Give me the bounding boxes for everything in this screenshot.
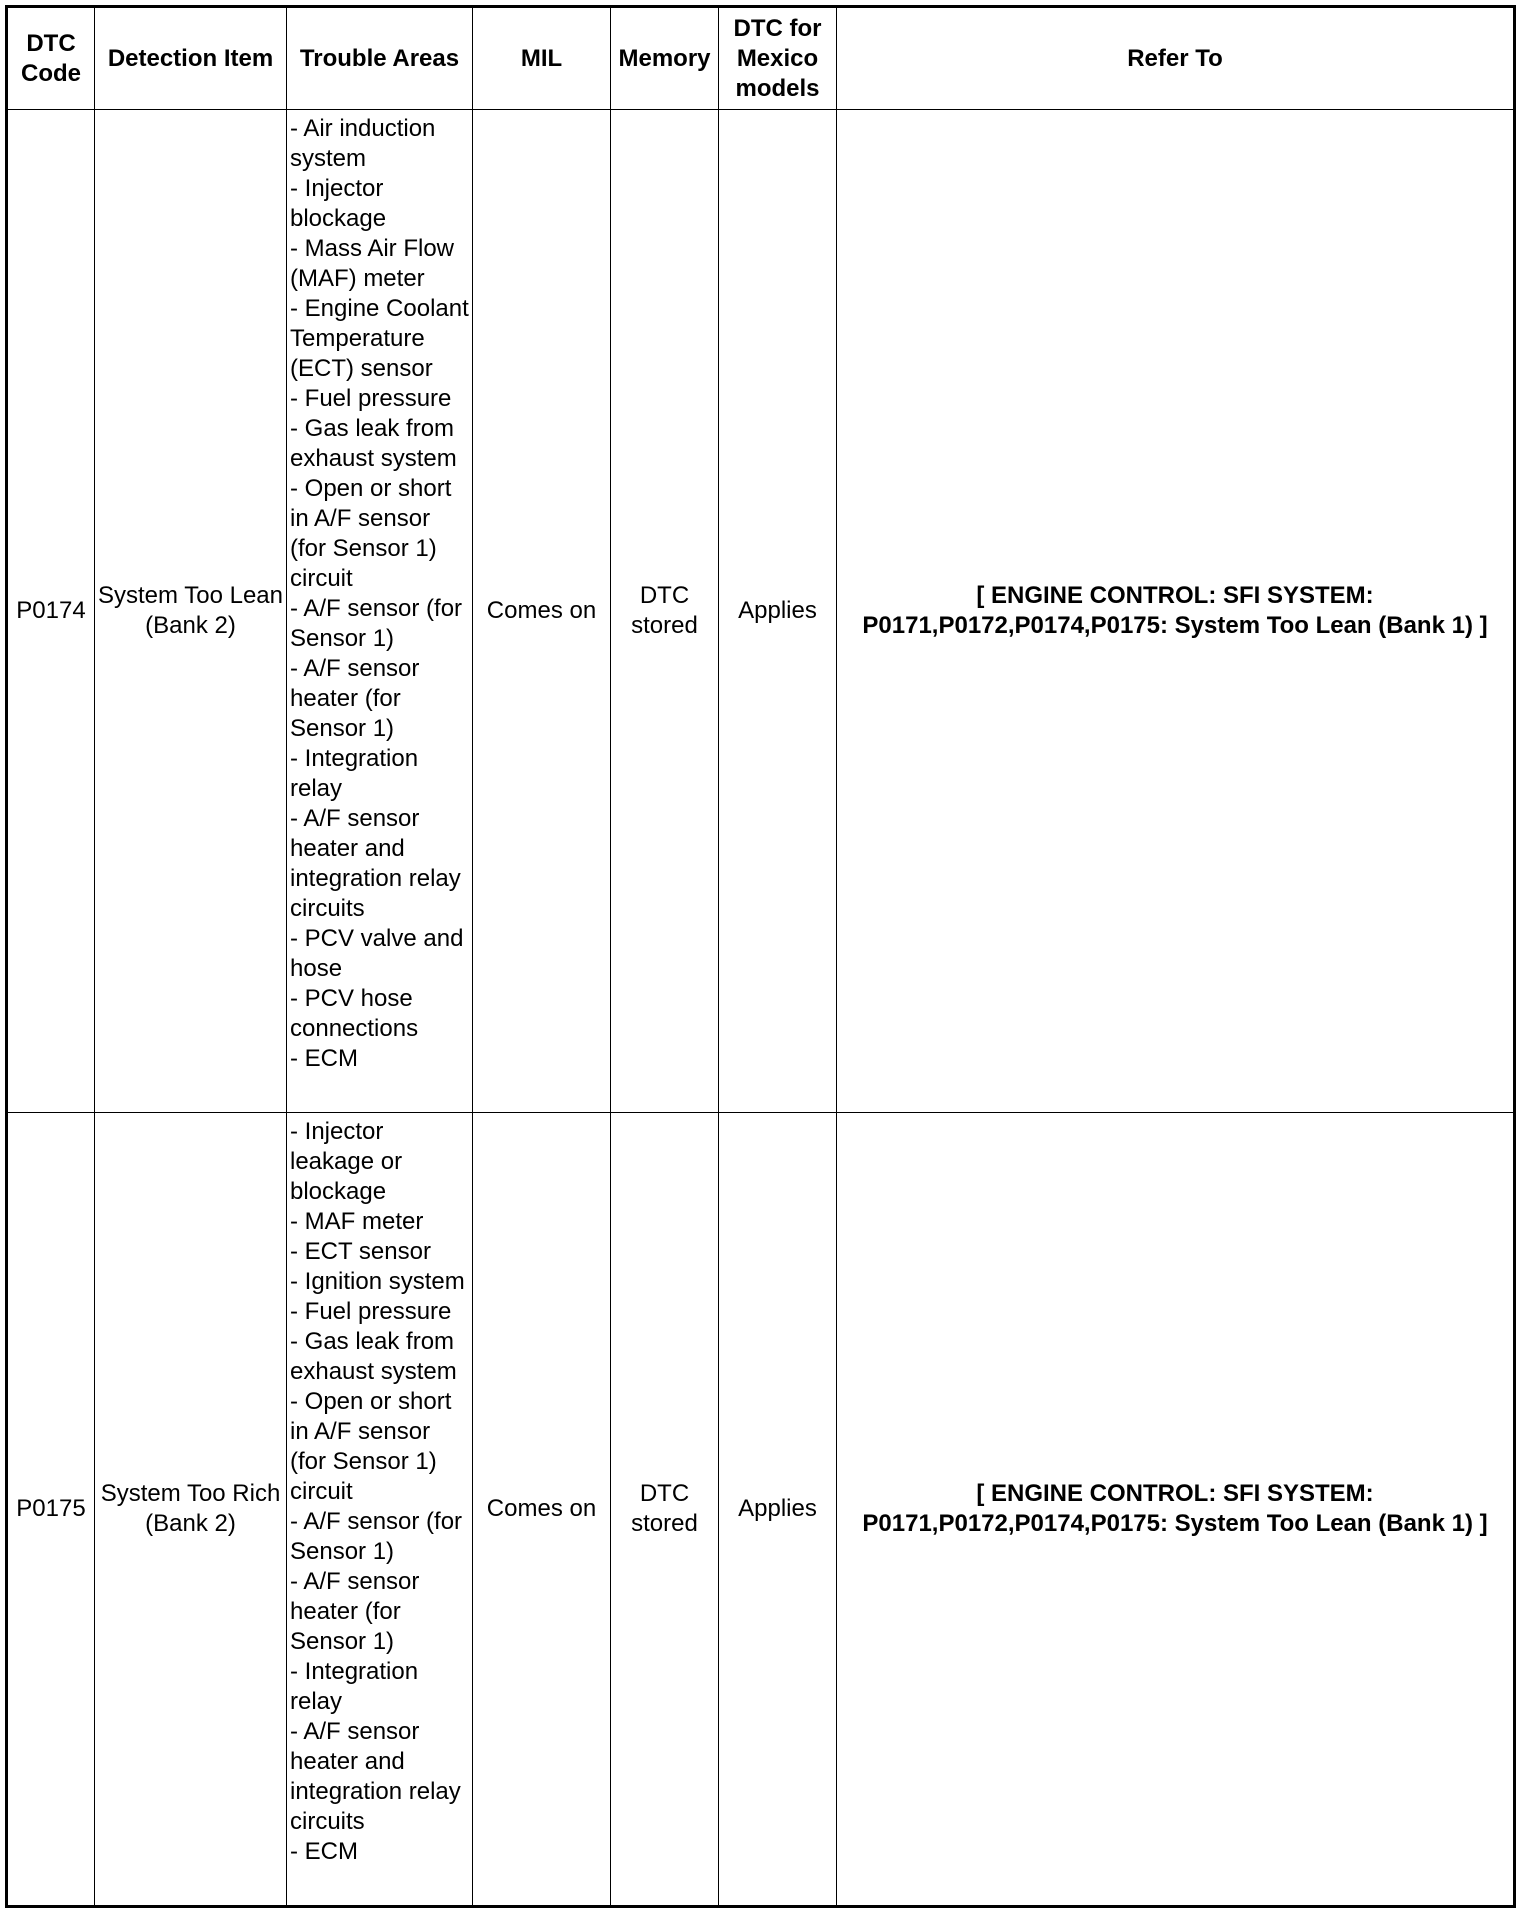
trouble-area-item: - ECM [290, 1838, 358, 1865]
header-mil: MIL [473, 7, 611, 110]
header-detection-item: Detection Item [95, 7, 287, 110]
refer-to-link[interactable]: [ ENGINE CONTROL: SFI SYSTEM: P0171,P0172,P0174,P0175: System Too Lean (Bank 1) ] [837, 110, 1515, 1113]
trouble-area-item: - Injector blockage [290, 175, 387, 232]
header-dtc-code: DTC Code [7, 7, 95, 110]
trouble-area-item: - Gas leak from exhaust system [290, 1328, 457, 1385]
trouble-area-item: - MAF meter [290, 1208, 424, 1235]
dtc-table [5, 5, 1516, 1908]
memory-cell: DTC stored [611, 110, 719, 1113]
dtc-mexico-cell: Applies [719, 1113, 837, 1907]
detection-item-cell: System Too Rich (Bank 2) [95, 1113, 287, 1907]
trouble-area-item: - Open or short in A/F sensor (for Sensor 1) circuit [290, 475, 452, 592]
dtc-code-cell: P0175 [7, 1113, 95, 1907]
trouble-area-item: - Fuel pressure [290, 385, 452, 412]
trouble-area-item: - A/F sensor (for Sensor 1) [290, 595, 463, 652]
table-row [7, 110, 1515, 1113]
refer-to-link[interactable]: [ ENGINE CONTROL: SFI SYSTEM: P0171,P0172,P0174,P0175: System Too Lean (Bank 1) ] [837, 1113, 1515, 1907]
header-row [7, 7, 1515, 110]
trouble-area-item: - Integration relay [290, 1658, 419, 1715]
table-row [7, 1113, 1515, 1907]
trouble-area-item: - Injector leakage or blockage [290, 1118, 403, 1205]
trouble-area-item: - A/F sensor (for Sensor 1) [290, 1508, 463, 1565]
trouble-area-item: - Air induction system [290, 115, 436, 172]
trouble-area-item: - Open or short in A/F sensor (for Sensor 1) circuit [290, 1388, 452, 1505]
dtc-mexico-cell: Applies [719, 110, 837, 1113]
trouble-areas-cell [287, 110, 473, 1113]
trouble-area-item: - Mass Air Flow (MAF) meter [290, 235, 455, 292]
trouble-area-item: - Ignition system [290, 1268, 465, 1295]
mil-cell: Comes on [473, 1113, 611, 1907]
trouble-area-item: - A/F sensor heater (for Sensor 1) [290, 1568, 420, 1655]
header-refer-to: Refer To [837, 7, 1515, 110]
trouble-area-item: - Fuel pressure [290, 1298, 452, 1325]
trouble-area-item: - ECM [290, 1045, 358, 1072]
detection-item-cell: System Too Lean (Bank 2) [95, 110, 287, 1113]
trouble-area-item: - Engine Coolant Temperature (ECT) sensor [290, 295, 469, 382]
memory-cell: DTC stored [611, 1113, 719, 1907]
trouble-area-item: - PCV hose connections [290, 985, 419, 1042]
trouble-area-item: - A/F sensor heater and integration relay circuits [290, 805, 461, 922]
trouble-area-item: - A/F sensor heater (for Sensor 1) [290, 655, 420, 742]
trouble-area-item: - Integration relay [290, 745, 419, 802]
mil-cell: Comes on [473, 110, 611, 1113]
trouble-area-item: - Gas leak from exhaust system [290, 415, 457, 472]
dtc-code-cell: P0174 [7, 110, 95, 1113]
header-dtc-mexico: DTC for Mexico models [719, 7, 837, 110]
trouble-area-item: - A/F sensor heater and integration relay circuits [290, 1718, 461, 1835]
header-memory: Memory [611, 7, 719, 110]
trouble-area-item: - PCV valve and hose [290, 925, 464, 982]
trouble-areas-cell [287, 1113, 473, 1907]
trouble-area-item: - ECT sensor [290, 1238, 431, 1265]
header-trouble-areas: Trouble Areas [287, 7, 473, 110]
